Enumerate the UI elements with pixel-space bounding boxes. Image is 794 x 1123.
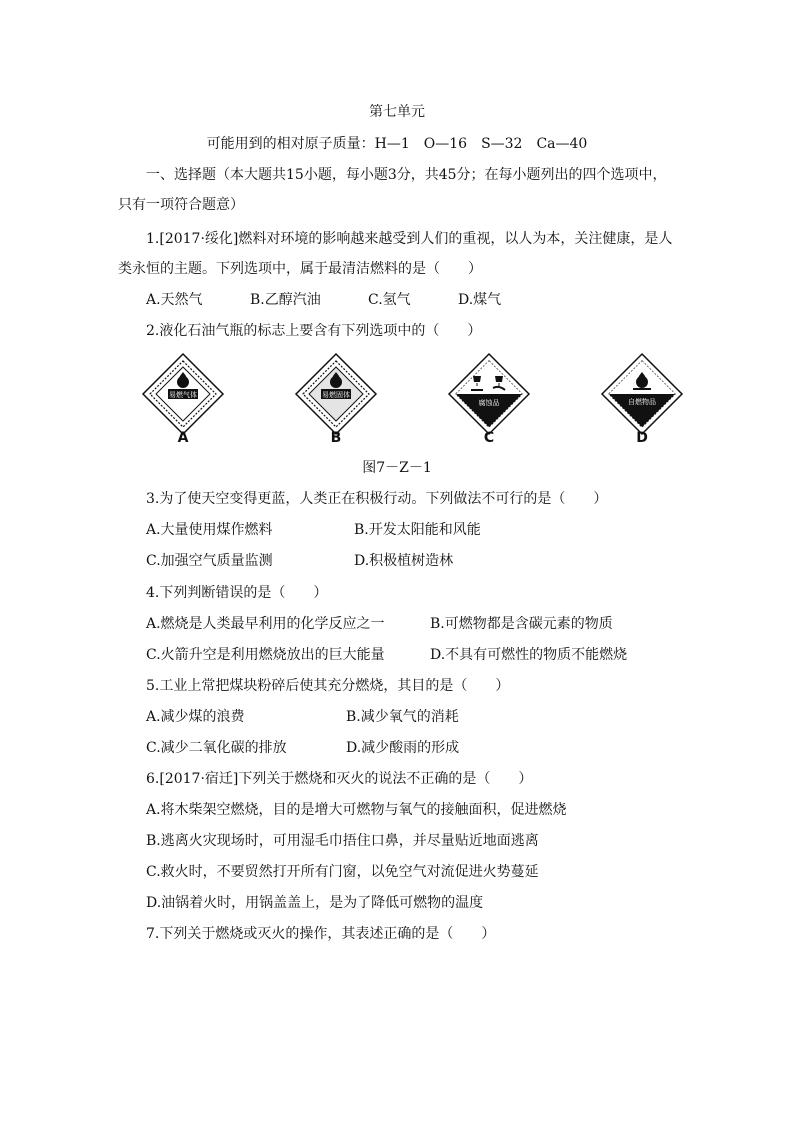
q3-option-d: D.积极植树造林 xyxy=(354,553,454,569)
sign-a-letter: A xyxy=(177,430,189,446)
q4-option-c: C.火箭升空是利用燃烧放出的巨大能量 xyxy=(146,647,385,663)
q4-option-b: B.可燃物都是含碳元素的物质 xyxy=(430,616,613,632)
q6-option-b: B.逃离火灾现场时，可用湿毛巾捂住口鼻，并尽量贴近地面逃离 xyxy=(146,833,539,849)
sign-b-label: 易燃固体 xyxy=(322,391,350,399)
sign-c-label: 腐蚀品 xyxy=(478,399,500,407)
q5-option-d: D.减少酸雨的形成 xyxy=(346,740,460,756)
q7-stem: 7.下列关于燃烧或灭火的操作，其表述正确的是（ ） xyxy=(146,926,496,942)
q4-option-a: A.燃烧是人类最早利用的化学反应之一 xyxy=(146,616,385,632)
section-heading-line2: 只有一项符合题意） xyxy=(118,197,244,213)
q1-option-d: D.煤气 xyxy=(458,292,502,308)
q6-option-a: A.将木柴架空燃烧，目的是增大可燃物与氧气的接触面积，促进燃烧 xyxy=(146,802,567,818)
page-title: 第七单元 xyxy=(369,104,425,120)
q3-option-b: B.开发太阳能和风能 xyxy=(354,522,481,538)
hazard-sign-flammable-gas xyxy=(141,352,225,436)
sign-b-letter: B xyxy=(330,430,342,446)
q6-option-c: C.救火时，不要贸然打开所有门窗，以免空气对流促进火势蔓延 xyxy=(146,864,539,880)
q4-option-d: D.不具有可燃性的物质不能燃烧 xyxy=(430,647,628,663)
q1-option-a: A.天然气 xyxy=(146,292,203,308)
q6-stem: 6.[2017·宿迁]下列关于燃烧和灭火的说法不正确的是（ ） xyxy=(146,771,533,787)
hazard-sign-corrosive xyxy=(447,352,531,436)
q3-option-c: C.加强空气质量监测 xyxy=(146,553,273,569)
sign-c-letter: C xyxy=(483,430,495,446)
hazard-sign-spontaneously-combustible xyxy=(600,352,684,436)
q5-option-a: A.减少煤的浪费 xyxy=(146,709,245,725)
q1-stem-line1: 1.[2017·绥化]燃料对环境的影响越来越受到人们的重视，以人为本，关注健康，是人 xyxy=(146,231,673,247)
section-heading-line1: 一、选择题（本大题共15小题，每小题3分，共45分；在每小题列出的四个选项中， xyxy=(146,167,667,183)
sign-a-label: 易燃气体 xyxy=(169,391,197,399)
q4-stem: 4.下列判断错误的是（ ） xyxy=(146,585,328,601)
sign-d-letter: D xyxy=(636,430,648,446)
figure-caption: 图7－Z－1 xyxy=(362,460,432,476)
q1-option-b: B.乙醇汽油 xyxy=(250,292,321,308)
hazard-sign-flammable-solid xyxy=(294,352,378,436)
q5-option-c: C.减少二氧化碳的排放 xyxy=(146,740,287,756)
q5-stem: 5.工业上常把煤块粉碎后使其充分燃烧，其目的是（ ） xyxy=(146,678,510,694)
q2-stem: 2.液化石油气瓶的标志上要含有下列选项中的（ ） xyxy=(146,323,482,339)
q3-option-a: A.大量使用煤作燃料 xyxy=(146,522,273,538)
q5-option-b: B.减少氧气的消耗 xyxy=(346,709,459,725)
q3-stem: 3.为了使天空变得更蓝，人类正在积极行动。下列做法不可行的是（ ） xyxy=(146,491,608,507)
atomic-masses: 可能用到的相对原子质量：H—1 O—16 S—32 Ca—40 xyxy=(206,136,588,152)
q1-stem-line2: 类永恒的主题。下列选项中，属于最清洁燃料的是（ ） xyxy=(118,261,482,277)
q1-option-c: C.氢气 xyxy=(368,292,411,308)
sign-d-label: 自燃物品 xyxy=(628,398,656,406)
q6-option-d: D.油锅着火时，用锅盖盖上，是为了降低可燃物的温度 xyxy=(146,895,484,911)
